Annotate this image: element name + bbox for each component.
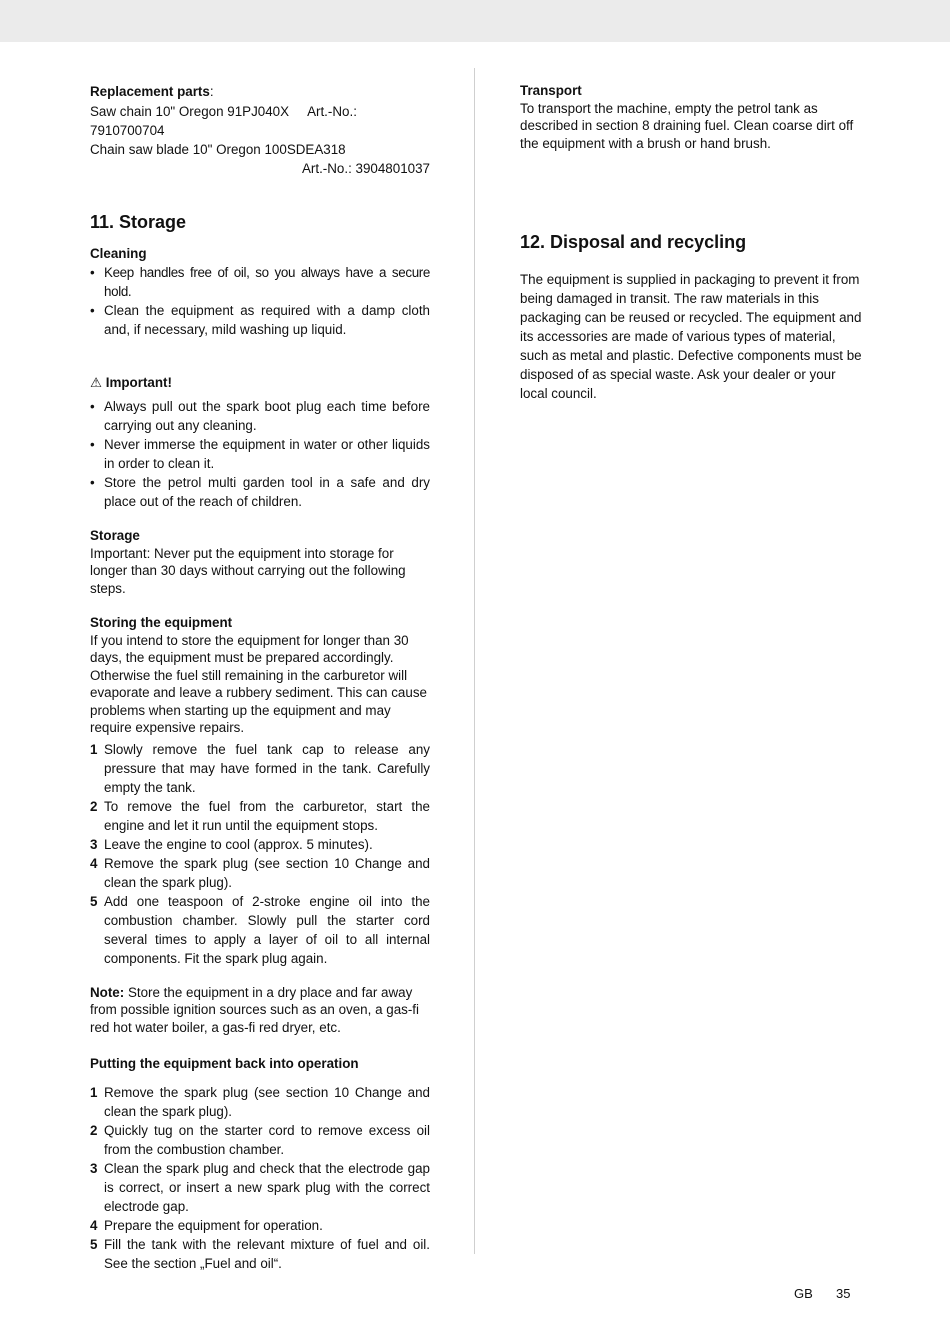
step-number: 5 (90, 893, 98, 909)
part-2-art-no: Art.-No.: 3904801037 (301, 161, 430, 176)
transport-heading: Transport (520, 83, 582, 98)
step-number: 2 (90, 1123, 98, 1138)
note-paragraph (90, 984, 430, 1037)
part-2-name: Chain saw blade 10" Oregon 100SDEA318 (90, 142, 346, 157)
back-to-operation-block (90, 1054, 430, 1273)
storing-block (90, 614, 430, 968)
replacement-parts-heading: Replacement parts (90, 84, 210, 99)
step-text: Fill the tank with the relevant mixture of fuel and oil. See the section „Fuel and oil“. (104, 1237, 430, 1271)
storage-section-title: 11. Storage (90, 212, 187, 232)
list-item (90, 1159, 430, 1216)
step-text: Prepare the equipment for operation. (104, 1218, 323, 1233)
storing-intro: If you intend to store the equipment for longer than 30 days, the equipment must be prepared accordingly. Otherwise the fuel still remaining in the carburetor will evaporate and leave a rubbery sediment. This can cause problems when starting up the equipment and may require expensive repairs. (90, 632, 427, 735)
top-band (0, 0, 950, 42)
list-item (90, 740, 430, 797)
note-body: Store the equipment in a dry place and far away from possible ignition sources such as an oven, a gas-fi red hot water boiler, a gas-fi red dryer, etc. (90, 984, 419, 1035)
replacement-parts-colon: : (209, 84, 214, 99)
cleaning-list (90, 263, 430, 339)
step-text: Clean the spark plug and check that the electrode gap is correct, or insert a new spark plug with the correct electrode gap. (104, 1161, 430, 1214)
back-to-operation-heading: Putting the equipment back into operation (90, 1056, 359, 1071)
cleaning-block (90, 244, 430, 339)
step-number: 2 (90, 798, 98, 814)
storage-heading: Storage (90, 528, 140, 543)
note-label: Note: (90, 984, 125, 1000)
footer-language: GB (794, 1286, 813, 1301)
storing-heading: Storing the equipment (90, 615, 233, 630)
list-item (90, 1083, 430, 1121)
column-divider (474, 68, 475, 1254)
step-text: Remove the spark plug (see section 10 Change and clean the spark plug). (104, 1085, 430, 1119)
step-number: 4 (90, 855, 98, 871)
right-column (520, 82, 862, 403)
important-list (90, 397, 430, 511)
step-number: 1 (90, 1085, 98, 1100)
step-number: 1 (90, 741, 98, 757)
storing-steps (90, 740, 430, 968)
step-number: 5 (90, 1237, 98, 1252)
list-item: • Store the petrol multi garden tool in a safe and dry place out of the reach of children. (90, 473, 430, 511)
list-item (90, 835, 430, 854)
list-item (90, 1216, 430, 1235)
disposal-section-title: 12. Disposal and recycling (520, 232, 747, 252)
left-column (90, 82, 430, 1273)
step-text: Quickly tug on the starter cord to remove excess oil from the combustion chamber. (104, 1123, 430, 1157)
step-number: 3 (90, 1161, 98, 1176)
disposal-text: The equipment is supplied in packaging to prevent it from being damaged in transit. The raw materials in this packaging can be reused or recycled. The equipment and its accessories are made of various types of material, such as metal and plastic. Defective components must be disposed of as special waste. Ask your dealer or your local council. (520, 272, 862, 401)
important-block (90, 373, 430, 511)
list-item (90, 797, 430, 835)
list-item: • Always pull out the spark boot plug each time before carrying out any cleaning. (90, 397, 430, 435)
step-text: Add one teaspoon of 2-stroke engine oil into the combustion chamber. Slowly pull the starter cord several times to apply a layer of oil to all internal components. Fit the spark plug again. (104, 893, 430, 966)
list-item: • Clean the equipment as required with a damp cloth and, if necessary, mild washing up liquid. (90, 301, 430, 339)
important-heading: Important! (105, 375, 172, 390)
list-item (90, 1121, 430, 1159)
list-item (90, 854, 430, 892)
list-item: • Keep handles free of oil, so you always have a secure hold. (90, 263, 430, 301)
warning-triangle-icon: ⚠ (90, 375, 103, 390)
step-text: Leave the engine to cool (approx. 5 minutes). (104, 836, 373, 852)
list-item: • Never immerse the equipment in water or other liquids in order to clean it. (90, 435, 430, 473)
replacement-parts (90, 82, 430, 178)
transport-block (520, 82, 862, 152)
list-item (90, 1235, 430, 1273)
page-number: 35 (836, 1286, 851, 1301)
cleaning-heading: Cleaning (90, 246, 147, 261)
storage-text: Important: Never put the equipment into storage for longer than 30 days without carrying out the following steps. (90, 545, 406, 596)
part-1-name: Saw chain 10" Oregon 91PJ040X (90, 104, 290, 119)
storage-block (90, 527, 430, 597)
back-to-operation-steps (90, 1083, 430, 1273)
part-1-art-no: Art.-No.: 7910700704 (90, 104, 357, 138)
list-item (90, 892, 430, 968)
step-text: Remove the spark plug (see section 10 Change and clean the spark plug). (104, 855, 430, 890)
step-number: 3 (90, 836, 98, 852)
step-number: 4 (90, 1218, 98, 1233)
step-text: To remove the fuel from the carburetor, start the engine and let it run until the equipment stops. (104, 798, 430, 833)
transport-text: To transport the machine, empty the petrol tank as described in section 8 draining fuel. Clean coarse dirt off the equipment with a brush or hand brush. (520, 100, 854, 151)
step-text: Slowly remove the fuel tank cap to release any pressure that may have formed in the tank. Carefully empty the tank. (104, 741, 430, 795)
